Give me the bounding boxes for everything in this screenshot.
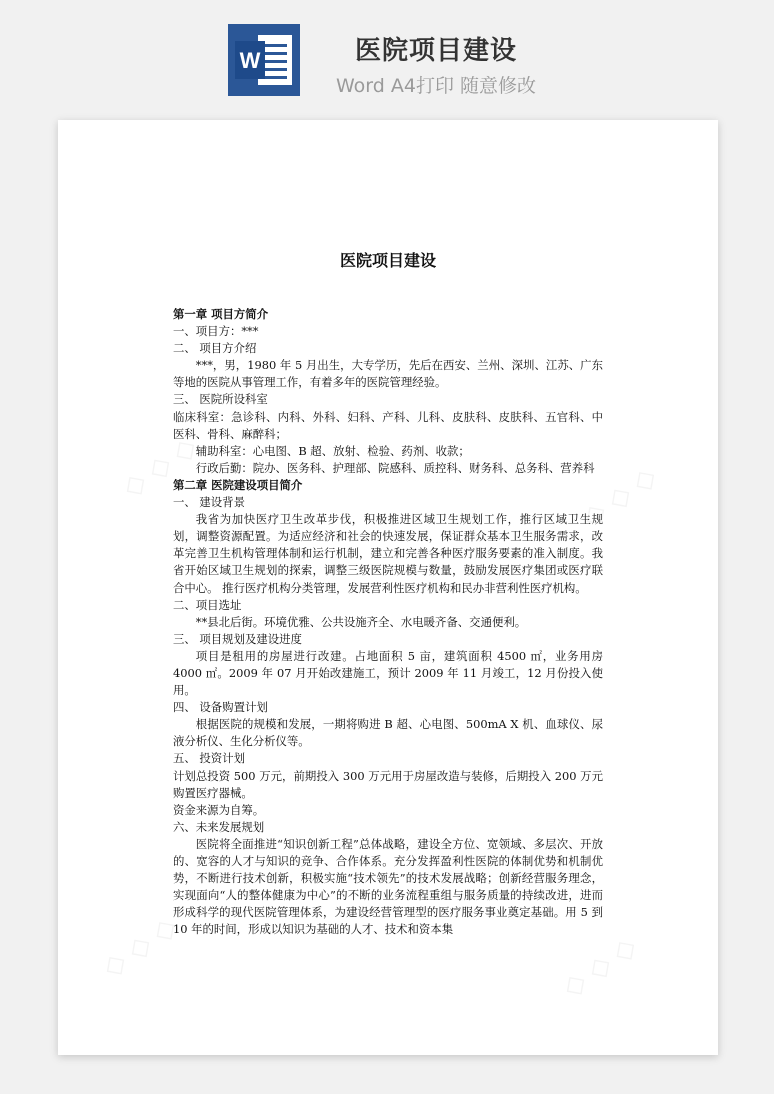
watermark bbox=[556, 929, 642, 1003]
section-line: 四、 设备购置计划 bbox=[173, 700, 268, 715]
document-page bbox=[58, 120, 718, 1055]
section-line: 资金来源为自筹。 bbox=[173, 802, 265, 817]
section-line: 临床科室：急诊科、内科、外科、妇科、产科、儿科、皮肤科、皮肤科、五官科、中医科、骨科、麻醉科； bbox=[173, 409, 603, 441]
document-body bbox=[173, 306, 603, 938]
section-line: 二、 项目方介绍 bbox=[173, 341, 257, 356]
body-paragraph: 我省为加快医疗卫生改革步伐，积极推进区域卫生规划工作，推行区域卫生规划，调整资源配置。为适应经济和社会的快速发展，保证群众基本卫生服务需求，改革完善卫生机构管理体制和运行机制，建立和完善各种医疗服务要素的准入制度。我省开始区域卫生规划的探索，调整三级医院规模与数量，鼓励发展医疗集团或医疗联合中心。 推行医疗机构分类管理，发展营利性医疗机构和民办非营利性医疗机构。 bbox=[173, 512, 603, 595]
chapter-heading: 第一章 项目方简介 bbox=[173, 307, 269, 321]
watermark bbox=[96, 909, 182, 983]
section-line: 计划总投资 500 万元，前期投入 300 万元用于房屋改造与装修，后期投入 200 万元购置医疗器械。 bbox=[173, 768, 603, 800]
header-title: 医院项目建设 bbox=[354, 36, 517, 66]
section-line: 一、 建设背景 bbox=[173, 495, 245, 510]
section-line: 二、项目选址 bbox=[173, 597, 242, 612]
section-line: 三、 医院所设科室 bbox=[173, 392, 268, 407]
body-paragraph: ***，男，1980 年 5 月出生，大专学历，先后在西安、兰州、深圳、江苏、广东等地的医院从事管理工作，有着多年的医院管理经验。 bbox=[173, 358, 603, 390]
section-line: 六、未来发展规划 bbox=[173, 819, 265, 834]
header-subtitle: Word A4打印 随意修改 bbox=[335, 75, 536, 97]
section-line: 五、 投资计划 bbox=[173, 751, 245, 766]
page-header bbox=[0, 0, 774, 110]
document-title: 医院项目建设 bbox=[339, 251, 436, 270]
section-line: 一、项目方：*** bbox=[173, 324, 259, 339]
word-icon-letter: W bbox=[239, 48, 261, 73]
body-paragraph: 行政后勤：院办、医务科、护理部、院感科、质控科、财务科、总务科、营养科 bbox=[195, 460, 595, 475]
body-paragraph: 辅助科室：心电图、B 超、放射、检验、药剂、收款； bbox=[195, 443, 470, 458]
body-paragraph: **县北后街。环境优雅、公共设施齐全、水电暖齐备、交通便利。 bbox=[195, 614, 527, 629]
section-line: 三、 项目规划及建设进度 bbox=[173, 631, 302, 646]
body-paragraph: 根据医院的规模和发展，一期将购进 B 超、心电图、500mA X 机、血球仪、尿液分析仪、生化分析仪等。 bbox=[173, 717, 603, 749]
body-paragraph: 项目是租用的房屋进行改建。占地面积 5 亩，建筑面积 4500 ㎡，业务用房 4000 ㎡。2009 年 07 月开始改建施工，预计 2009 年 11 月竣工，12 月份投入使用。 bbox=[173, 648, 603, 698]
chapter-heading: 第二章 医院建设项目简介 bbox=[173, 477, 303, 492]
body-paragraph: 医院将全面推进“知识创新工程”总体战略，建设全方位、宽领域、多层次、开放的、宽容的人才与知识的竞争、合作体系。充分发挥盈利性医院的体制优势和机制优势，不断进行技术创新，积极实施“技术领先”的技术发展战略；创新经营服务理念，实现面向“人的整体健康为中心”的不断的业务流程重组与服务质量的持续改进，进而形成科学的现代医院管理体系，为建设经营管理型的医疗服务事业奠定基础。用 5 到 10 年的时间，形成以知识为基础的人才、技术和资本集 bbox=[173, 836, 603, 937]
word-icon bbox=[228, 24, 300, 96]
